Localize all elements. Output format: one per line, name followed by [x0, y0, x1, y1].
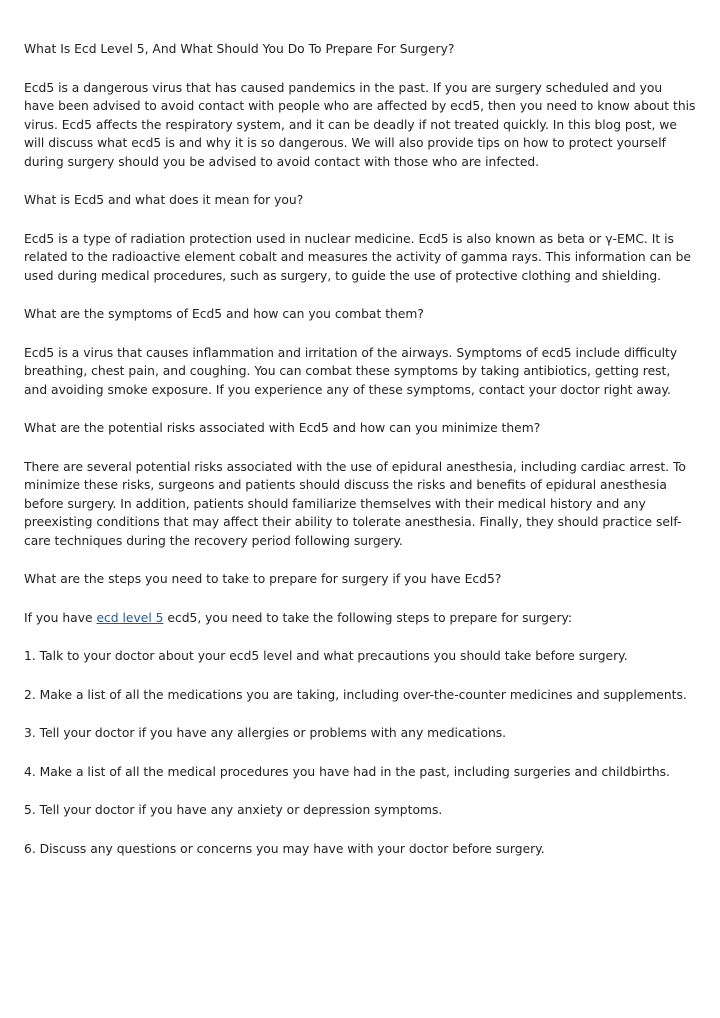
step-item: 4. Make a list of all the medical procedures you have had in the past, including surgeries and childbirths. [24, 764, 670, 779]
step-item: 3. Tell your doctor if you have any allergies or problems with any medications. [24, 726, 507, 740]
answer-paragraph: There are several potential risks associated with the use of epidural anesthesia, including cardiac arrest. To minimize these risks, surgeons and patients should discuss the risks and benefits of epidural anesthesia before surgery. In addition, patients should familiarize themselves with their medical history and any preexisting conditions that may affect their ability to tolerate anesthesia. Finally, they should practice self-care techniques during the recovery period following surgery. [24, 459, 686, 548]
answer-paragraph: Ecd5 is a type of radiation protection used in nuclear medicine. Ecd5 is also known as beta or γ-EMC. It is related to the radioactive element cobalt and measures the activity of gamma rays. This information can be used during medical procedures, such as surgery, to guide the use of protective clothing and shielding. [24, 231, 691, 283]
intro-paragraph: Ecd5 is a dangerous virus that has caused pandemics in the past. If you are surgery scheduled and you have been advised to avoid contact with people who are affected by ecd5, then you need to know about this virus. Ecd5 affects the respiratory system, and it can be deadly if not treated quickly. In this blog post, we will discuss what ecd5 is and why it is so dangerous. We will also provide tips on how to protect yourself during surgery should you be advised to avoid contact with those who are infected. [24, 80, 696, 169]
question-heading: What is Ecd5 and what does it mean for you? [24, 193, 304, 207]
step-item: 5. Tell your doctor if you have any anxiety or depression symptoms. [24, 803, 443, 817]
steps-intro [24, 609, 696, 628]
steps-intro-before: If you have [24, 610, 97, 625]
step-item: 1. Talk to your doctor about your ecd5 level and what precautions you should take before surgery. [24, 649, 628, 663]
question-heading: What are the potential risks associated with Ecd5 and how can you minimize them? [24, 421, 541, 435]
question-heading: What are the symptoms of Ecd5 and how can you combat them? [24, 307, 424, 321]
step-item: 2. Make a list of all the medications you are taking, including over-the-counter medicines and supplements. [24, 687, 687, 702]
answer-paragraph: Ecd5 is a virus that causes inflammation and irritation of the airways. Symptoms of ecd5 include difficulty breathing, chest pain, and coughing. You can combat these symptoms by taking antibiotics, getting rest, and avoiding smoke exposure. If you experience any of these symptoms, contact your doctor right away. [24, 345, 678, 397]
step-item: 6. Discuss any questions or concerns you may have with your doctor before surgery. [24, 841, 545, 856]
ecd-level-5-link[interactable]: ecd level 5 [96, 610, 164, 625]
document-title: What Is Ecd Level 5, And What Should You Do To Prepare For Surgery? [24, 42, 455, 56]
steps-intro-after: ecd5, you need to take the following steps to prepare for surgery: [163, 610, 573, 625]
question-heading: What are the steps you need to take to prepare for surgery if you have Ecd5? [24, 572, 502, 586]
